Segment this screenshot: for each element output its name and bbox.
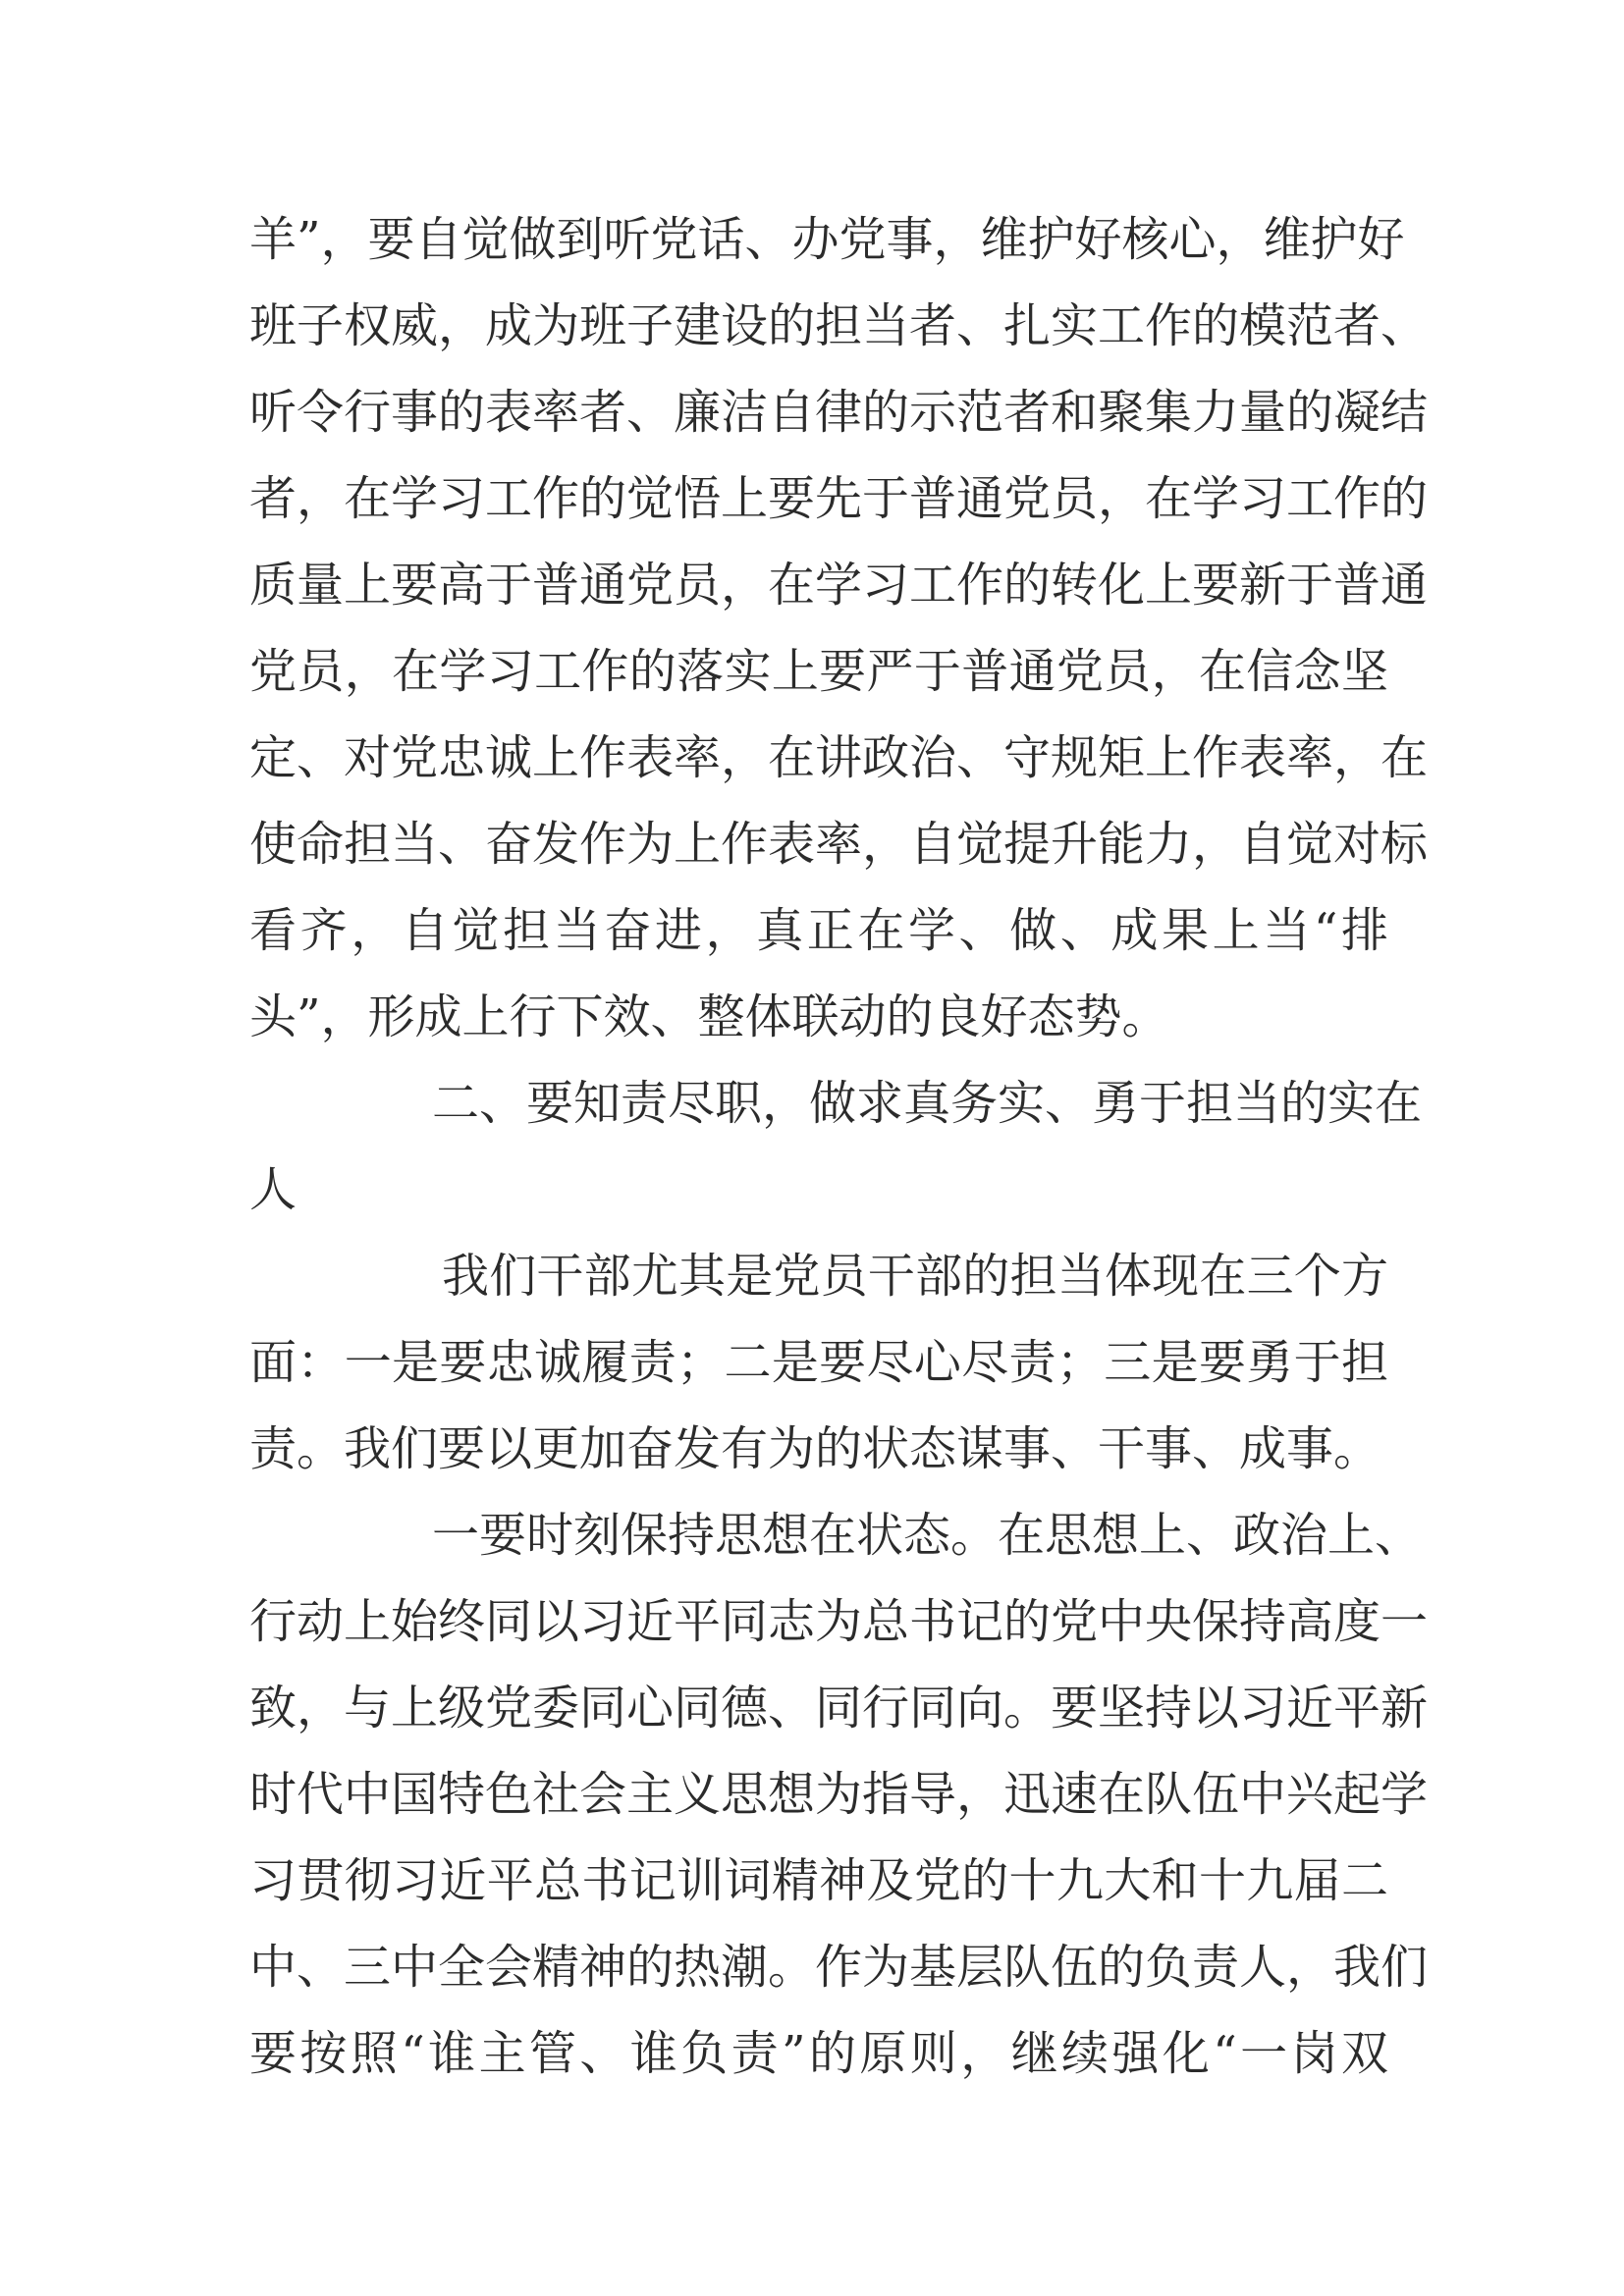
text-line: 看齐，自觉担当奋进，真正在学、做、成果上当“排	[249, 903, 1388, 958]
text-line: 时代中国特色社会主义思想为指导，迅速在队伍中兴起学	[249, 1767, 1429, 1822]
text-line: 班子权威，成为班子建设的担当者、扎实工作的模范者、	[249, 298, 1429, 353]
text-line: 责。我们要以更加奋发有为的状态谋事、干事、成事。	[249, 1421, 1381, 1476]
text-line: 听令行事的表率者、廉洁自律的示范者和聚集力量的凝结	[249, 385, 1429, 440]
text-line: 中、三中全会精神的热潮。作为基层队伍的负责人，我们	[249, 1940, 1429, 1995]
text-line: 我们干部尤其是党员干部的担当体现在三个方	[442, 1249, 1388, 1304]
text-line: 羊”，要自觉做到听党话、办党事，维护好核心，维护好	[249, 212, 1405, 267]
text-line: 习贯彻习近平总书记训词精神及党的十九大和十九届二	[249, 1853, 1388, 1908]
text-line: 要按照“谁主管、谁负责”的原则，继续强化“一岗双	[249, 2026, 1388, 2081]
text-line: 定、对党忠诚上作表率，在讲政治、守规矩上作表率，在	[249, 730, 1429, 785]
text-line: 质量上要高于普通党员，在学习工作的转化上要新于普通	[249, 558, 1429, 613]
text-line: 党员，在学习工作的落实上要严于普通党员，在信念坚	[249, 644, 1388, 699]
section-heading-continuation: 人	[249, 1162, 298, 1217]
section-heading: 二、要知责尽职，做求真务实、勇于担当的实在	[432, 1076, 1423, 1131]
text-line: 使命担当、奋发作为上作表率，自觉提升能力，自觉对标	[249, 817, 1429, 872]
text-line: 致，与上级党委同心同德、同行同向。要坚持以习近平新	[249, 1681, 1429, 1735]
text-line: 行动上始终同以习近平同志为总书记的党中央保持高度一	[249, 1594, 1429, 1649]
text-line: 面：一是要忠诚履责；二是要尽心尽责；三是要勇于担	[249, 1335, 1388, 1390]
text-line: 者，在学习工作的觉悟上要先于普通党员，在学习工作的	[249, 471, 1429, 526]
text-line: 头”，形成上行下效、整体联动的良好态势。	[249, 989, 1169, 1044]
text-line: 一要时刻保持思想在状态。在思想上、政治上、	[432, 1508, 1423, 1563]
